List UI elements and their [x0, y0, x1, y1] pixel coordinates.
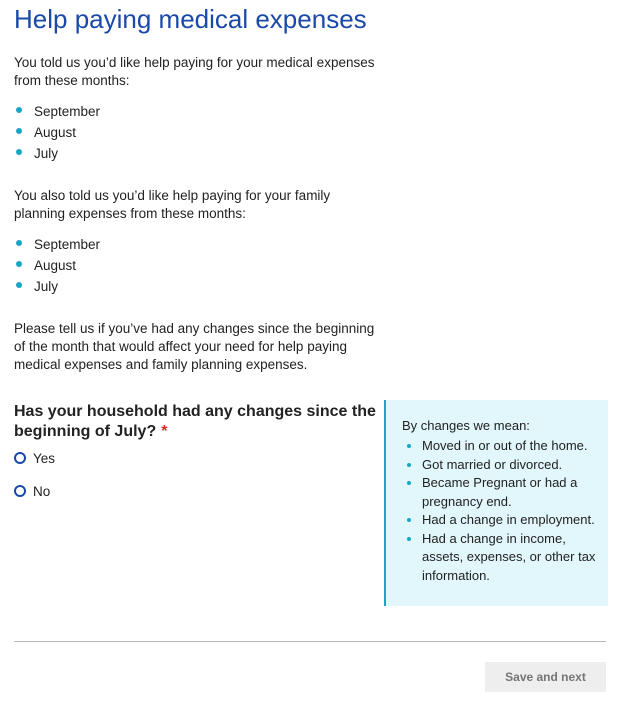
list-item — [402, 530, 598, 586]
bullet-icon — [407, 444, 411, 448]
bullet-icon — [407, 481, 411, 485]
list-item — [14, 276, 100, 297]
bullet-icon — [407, 518, 411, 522]
family-planning-intro-text: You also told us you’d like help paying for your family planning expenses from these months: — [14, 188, 331, 221]
list-item — [14, 234, 100, 255]
list-item — [402, 456, 598, 475]
info-panel-intro: By changes we mean: — [402, 418, 530, 433]
radio-label-yes: Yes — [33, 450, 56, 466]
change-definition: Got married or divorced. — [422, 456, 563, 472]
list-item — [402, 437, 598, 456]
list-item — [14, 255, 100, 276]
household-changes-question — [14, 402, 379, 442]
changes-definition-list — [402, 437, 598, 585]
footer-divider — [14, 641, 606, 642]
month-label: July — [34, 146, 59, 161]
radio-circle-icon[interactable] — [14, 485, 26, 497]
page-title: Help paying medical expenses — [14, 4, 367, 34]
bullet-icon — [16, 282, 22, 288]
change-definition: Had a change in income, assets, expenses, or other tax information. — [422, 530, 596, 583]
medical-months-list — [14, 101, 100, 164]
month-label: August — [34, 258, 77, 273]
list-item — [14, 122, 100, 143]
medical-intro-text: You told us you’d like help paying for your medical expenses from these months: — [14, 55, 375, 88]
list-item — [402, 511, 598, 530]
month-label: September — [34, 104, 101, 119]
bullet-icon — [16, 107, 22, 113]
required-marker: * — [161, 423, 168, 440]
bullet-icon — [16, 128, 22, 134]
month-label: September — [34, 237, 101, 252]
change-definition: Moved in or out of the home. — [422, 438, 588, 453]
bullet-icon — [16, 240, 22, 246]
bullet-icon — [16, 261, 22, 267]
list-item — [14, 101, 100, 122]
changes-prompt-text: Please tell us if you’ve had any changes since the beginning of the month that would affect your need for help paying medical expenses and family planning expenses. — [14, 321, 375, 372]
list-item — [14, 143, 100, 164]
list-item — [402, 474, 598, 511]
radio-label-no: No — [33, 483, 51, 499]
radio-option-yes[interactable] — [14, 448, 55, 468]
save-and-next-button[interactable]: Save and next — [485, 662, 606, 692]
bullet-icon — [16, 149, 22, 155]
family-planning-months-list — [14, 234, 100, 297]
change-definition: Became Pregnant or had a pregnancy end. — [422, 475, 578, 509]
change-definition: Had a change in employment. — [422, 512, 595, 527]
bullet-icon — [407, 537, 411, 541]
month-label: July — [34, 279, 59, 294]
question-text: Has your household had any changes since the beginning of July? — [14, 403, 376, 440]
bullet-icon — [407, 463, 411, 467]
radio-circle-icon[interactable] — [14, 452, 26, 464]
radio-option-no[interactable] — [14, 481, 50, 501]
month-label: August — [34, 125, 77, 140]
changes-info-panel — [384, 400, 608, 606]
